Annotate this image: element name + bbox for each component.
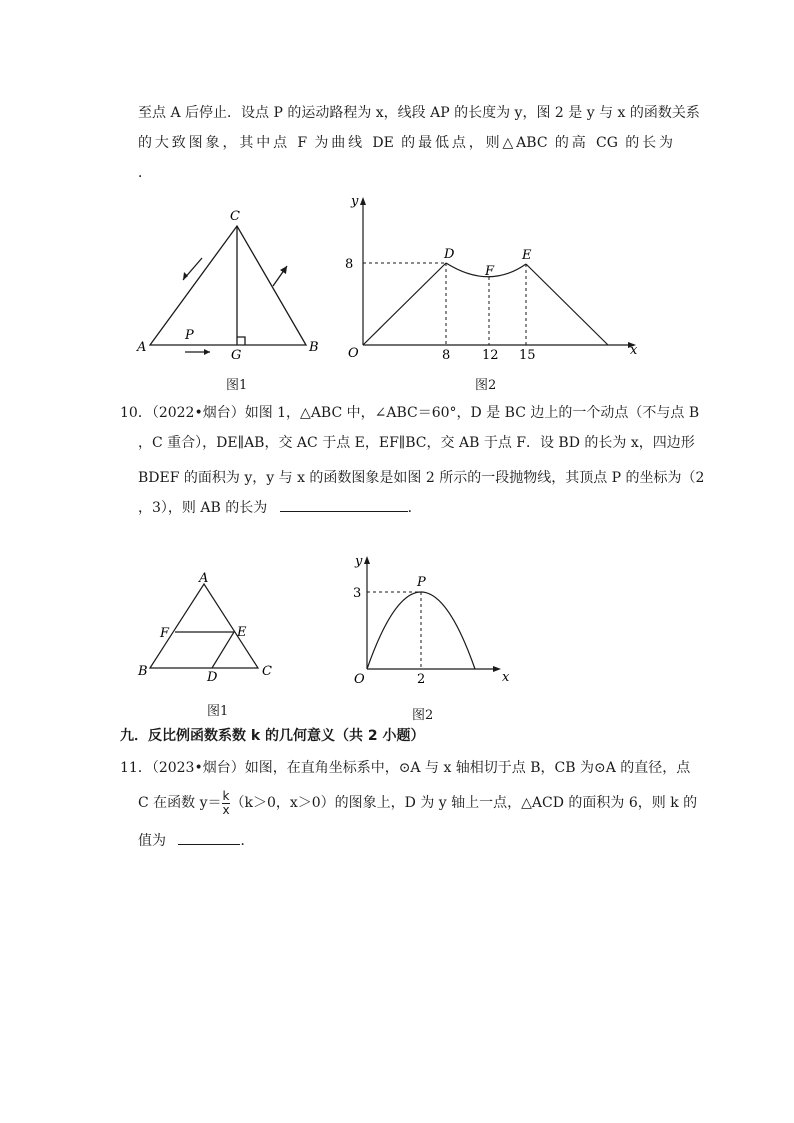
arrowhead-left — [183, 272, 188, 280]
y-axis-arrow — [360, 197, 366, 205]
q9-figure2 — [340, 192, 650, 372]
q9-text-line2: 的大致图象，其中点 F 为曲线 DE 的最低点，则△ABC 的高 CG 的长为 — [138, 135, 673, 151]
q11-text-line1: 11．（2023•烟台）如图，在直角坐标系中，⊙A 与 x 轴相切于点 B，CB 为⊙A 的直径，点 — [120, 760, 691, 776]
label-c: C — [262, 664, 272, 679]
q9-figure1 — [130, 200, 330, 370]
arrowhead-bottom — [204, 349, 210, 355]
x-tick-15: 15 — [519, 348, 536, 363]
q10-text-line2: ，C 重合），DE∥AB，交 AC 于点 E，EF∥BC，交 AB 于点 F．设 BD 的长为 x，四边形 — [138, 435, 695, 451]
fraction-numerator: k — [222, 788, 230, 803]
label-g: G — [231, 348, 242, 363]
section-heading: 九．反比例函数系数 k 的几何意义（共 2 小题） — [120, 728, 425, 744]
label-c: C — [230, 209, 240, 224]
x-axis-arrow — [493, 666, 501, 672]
curve-od — [363, 263, 446, 345]
q9-text-line1: 至点 A 后停止．设点 P 的运动路程为 x，线段 AP 的长度为 y，图 2 是 y 与 x 的函数关系 — [138, 105, 700, 121]
point-e-label: E — [522, 248, 532, 263]
x-tick-2: 2 — [417, 672, 426, 687]
point-d-label: D — [444, 247, 455, 262]
fraction-denominator: x — [222, 802, 230, 817]
label-b: B — [309, 340, 319, 355]
vertex-p-label: P — [417, 575, 426, 590]
q10-fig1-caption: 图1 — [207, 704, 229, 719]
x-tick-8: 8 — [442, 348, 451, 363]
axis-label-y: y — [355, 554, 363, 569]
q10-line4-end: ． — [407, 500, 422, 516]
q10-fig2-caption: 图2 — [412, 708, 434, 723]
q11-answer-blank — [178, 831, 240, 845]
q10-figure2 — [345, 550, 520, 690]
label-a: A — [137, 340, 147, 355]
q11-line3-end: ． — [240, 833, 255, 849]
q11-line3-text: 值为 — [138, 833, 166, 849]
y-tick-3: 3 — [353, 586, 362, 601]
label-d: D — [207, 670, 218, 683]
point-f-label: F — [485, 264, 495, 279]
label-a: A — [199, 571, 209, 586]
origin-label: O — [354, 672, 365, 687]
axis-label-x: x — [630, 343, 638, 358]
label-e: E — [237, 625, 247, 640]
y-axis-arrow — [364, 556, 370, 564]
q10-text-line4 — [138, 498, 422, 518]
label-b: B — [138, 664, 148, 679]
x-tick-12: 12 — [482, 348, 499, 363]
q10-figure1 — [133, 568, 283, 683]
q9-text-line3: ． — [138, 165, 152, 181]
q9-fig1-caption: 图1 — [226, 378, 248, 393]
q10-text-line1: 10．（2022•烟台）如图 1，△ABC 中，∠ABC＝60°，D 是 BC 边上的一个动点（不与点 B — [120, 405, 700, 421]
y-tick-8: 8 — [345, 257, 354, 272]
label-f: F — [160, 626, 170, 641]
curve-e-end — [526, 264, 608, 345]
q9-fig2-caption: 图2 — [475, 378, 497, 393]
q11-text-line3 — [138, 831, 254, 851]
q11-line2-pre: C 在函数 y＝ — [138, 795, 222, 811]
q11-text-line2 — [138, 786, 697, 820]
right-angle-mark — [237, 337, 245, 345]
axis-label-x: x — [502, 670, 510, 685]
arrowhead-right — [280, 266, 287, 274]
q11-line2-post: （k＞0，x＞0）的图象上，D 为 y 轴上一点，△ACD 的面积为 6，则 k 的 — [230, 795, 698, 811]
q10-text-line3: BDEF 的面积为 y，y 与 x 的函数图象是如图 2 所示的一段抛物线，其顶点 P 的坐标为（2 — [138, 470, 705, 486]
triangle-abc — [150, 226, 306, 345]
q10-line4-text: ，3），则 AB 的长为 — [138, 500, 268, 516]
axis-label-y: y — [351, 194, 359, 209]
q10-answer-blank — [280, 498, 408, 512]
segment-ed — [212, 632, 234, 668]
origin-label: O — [348, 346, 359, 361]
label-p: P — [185, 328, 194, 343]
